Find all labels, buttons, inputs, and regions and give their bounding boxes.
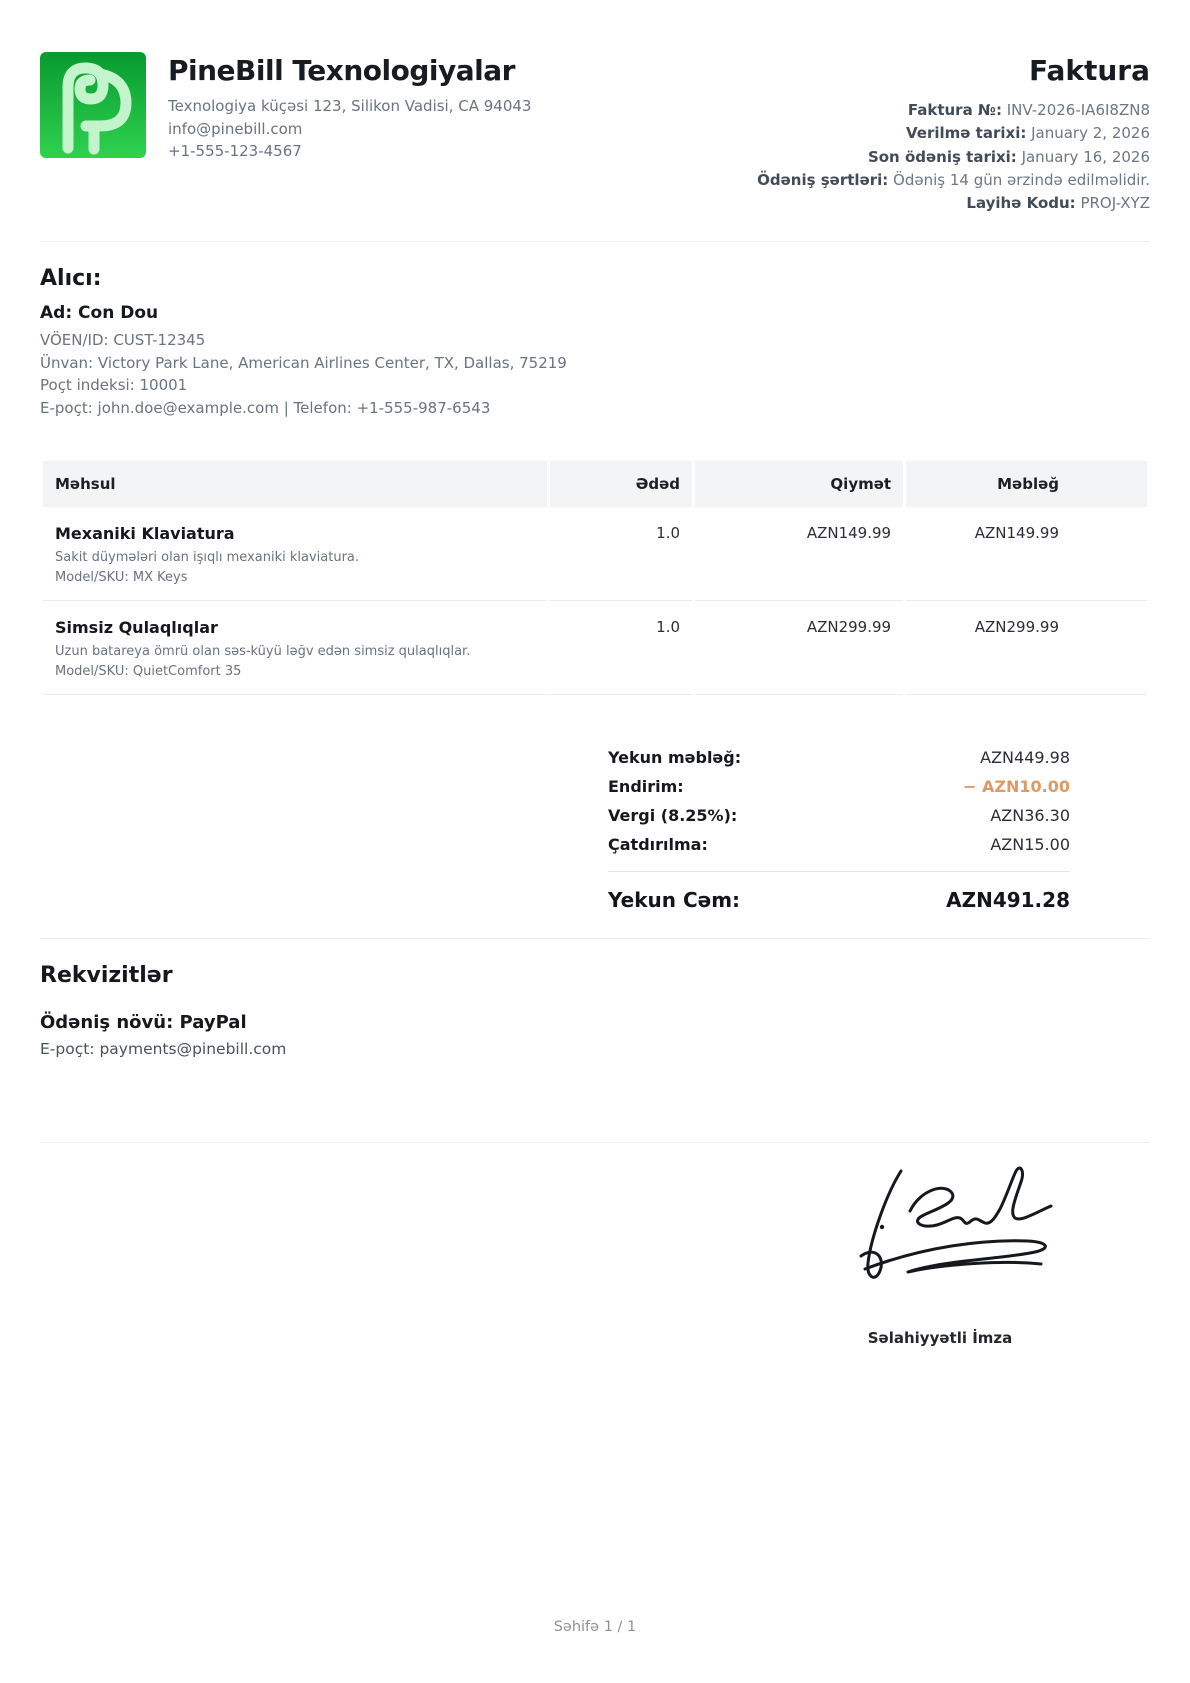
due-date-row — [757, 146, 1150, 169]
item-price: AZN299.99 — [695, 601, 903, 695]
tax-value: AZN36.30 — [990, 806, 1070, 826]
discount-label: Endirim: — [608, 777, 684, 797]
invoice-number-row — [757, 99, 1150, 122]
item-price: AZN149.99 — [695, 507, 903, 601]
item-sku: Model/SKU: QuietComfort 35 — [55, 664, 242, 680]
item-description: Sakit düymələri olan işıqlı mexaniki klaviatura. — [55, 550, 360, 566]
due-date-value: January 16, 2026 — [1016, 147, 1150, 166]
payment-email: E-poçt: payments@pinebill.com — [40, 1040, 287, 1059]
discount-row — [608, 772, 1070, 801]
company-info — [168, 52, 531, 163]
due-date-label: Son ödəniş tarixi: — [867, 147, 1017, 166]
subtotal-row — [608, 743, 1070, 772]
item-sku: Model/SKU: MX Keys — [55, 570, 188, 586]
grand-total-value: AZN491.28 — [946, 888, 1070, 913]
recipient-heading: Alıcı: — [40, 266, 102, 292]
shipping-value: AZN15.00 — [990, 835, 1070, 855]
recipient-section — [40, 266, 1150, 419]
recipient-address: Ünvan: Victory Park Lane, American Airlines Center, TX, Dallas, 75219 — [40, 353, 567, 372]
grand-total-label: Yekun Cəm: — [608, 888, 741, 913]
signature-divider — [40, 1142, 1150, 1143]
page-footer — [40, 1619, 1150, 1649]
invoice-header — [40, 52, 1150, 242]
invoice-number-label: Faktura №: — [907, 101, 1002, 119]
items-table — [40, 461, 1150, 695]
company-email: info@pinebill.com — [168, 119, 303, 138]
signature-label: Səlahiyyətli İmza — [867, 1329, 1013, 1348]
discount-value: − AZN10.00 — [963, 777, 1070, 797]
item-description: Uzun batareya ömrü olan səs-küyü ləğv edən simsiz qulaqlıqlar. — [55, 644, 471, 660]
issue-date-label: Verilmə tarixi: — [906, 124, 1027, 143]
item-name: Simsiz Qulaqlıqlar — [55, 618, 218, 638]
item-cell — [43, 601, 547, 695]
tax-label: Vergi (8.25%): — [608, 806, 738, 826]
item-quantity: 1.0 — [550, 507, 692, 601]
project-code-label: Layihə Kodu: — [966, 194, 1076, 212]
company-phone: +1-555-123-4567 — [168, 142, 302, 160]
column-header-quantity: Ədəd — [550, 461, 692, 507]
signature-image — [815, 1161, 1065, 1301]
page-number: Səhifə 1 / 1 — [553, 1619, 637, 1635]
invoice-meta-block — [757, 52, 1150, 215]
shipping-label: Çatdırılma: — [608, 835, 708, 855]
recipient-tax-id: VÖEN/ID: CUST-12345 — [40, 331, 206, 350]
issue-date-row — [757, 122, 1150, 145]
totals-section — [608, 743, 1070, 912]
signature-block — [800, 1161, 1080, 1347]
column-header-product: Məhsul — [43, 461, 547, 507]
payment-method: Ödəniş növü: PayPal — [40, 1012, 247, 1034]
tax-row — [608, 801, 1070, 830]
item-cell — [43, 507, 547, 601]
item-quantity: 1.0 — [550, 601, 692, 695]
project-code-row — [757, 192, 1150, 215]
document-title: Faktura — [1028, 54, 1150, 87]
column-header-amount: Məbləğ — [906, 461, 1147, 507]
project-code-value: PROJ-XYZ — [1075, 194, 1150, 212]
recipient-contact: E-poçt: john.doe@example.com | Telefon: +1-555-987-6543 — [40, 398, 491, 417]
pinebill-logo — [40, 52, 146, 158]
issue-date-value: January 2, 2026 — [1026, 124, 1150, 143]
subtotal-label: Yekun məbləğ: — [608, 748, 742, 768]
items-table-header-row — [43, 461, 1147, 507]
payment-terms-label: Ödəniş şərtləri: — [757, 170, 889, 189]
item-name: Mexaniki Klaviatura — [55, 524, 235, 544]
recipient-postal-code: Poçt indeksi: 10001 — [40, 376, 188, 395]
subtotal-value: AZN449.98 — [980, 748, 1070, 768]
section-divider — [40, 938, 1150, 939]
recipient-name: Ad: Con Dou — [40, 303, 159, 324]
payment-details-section — [40, 963, 1150, 1058]
payment-terms-value: Ödəniş 14 gün ərzində edilməlidir. — [888, 170, 1150, 189]
item-amount: AZN149.99 — [906, 507, 1147, 601]
payment-terms-row — [757, 169, 1150, 192]
payment-details-heading: Rekvizitlər — [40, 963, 173, 989]
shipping-row — [608, 830, 1070, 859]
table-row — [43, 507, 1147, 601]
company-block — [40, 52, 531, 163]
company-address: Texnologiya küçəsi 123, Silikon Vadisi, CA 94043 — [168, 97, 532, 115]
company-name: PineBill Texnologiyalar — [168, 54, 515, 87]
invoice-number-value: INV-2026-IA6I8ZN8 — [1001, 101, 1150, 119]
column-header-price: Qiymət — [695, 461, 903, 507]
pinebill-logo-icon — [40, 52, 146, 158]
item-amount: AZN299.99 — [906, 601, 1147, 695]
grand-total-row — [608, 871, 1070, 912]
table-row — [43, 601, 1147, 695]
